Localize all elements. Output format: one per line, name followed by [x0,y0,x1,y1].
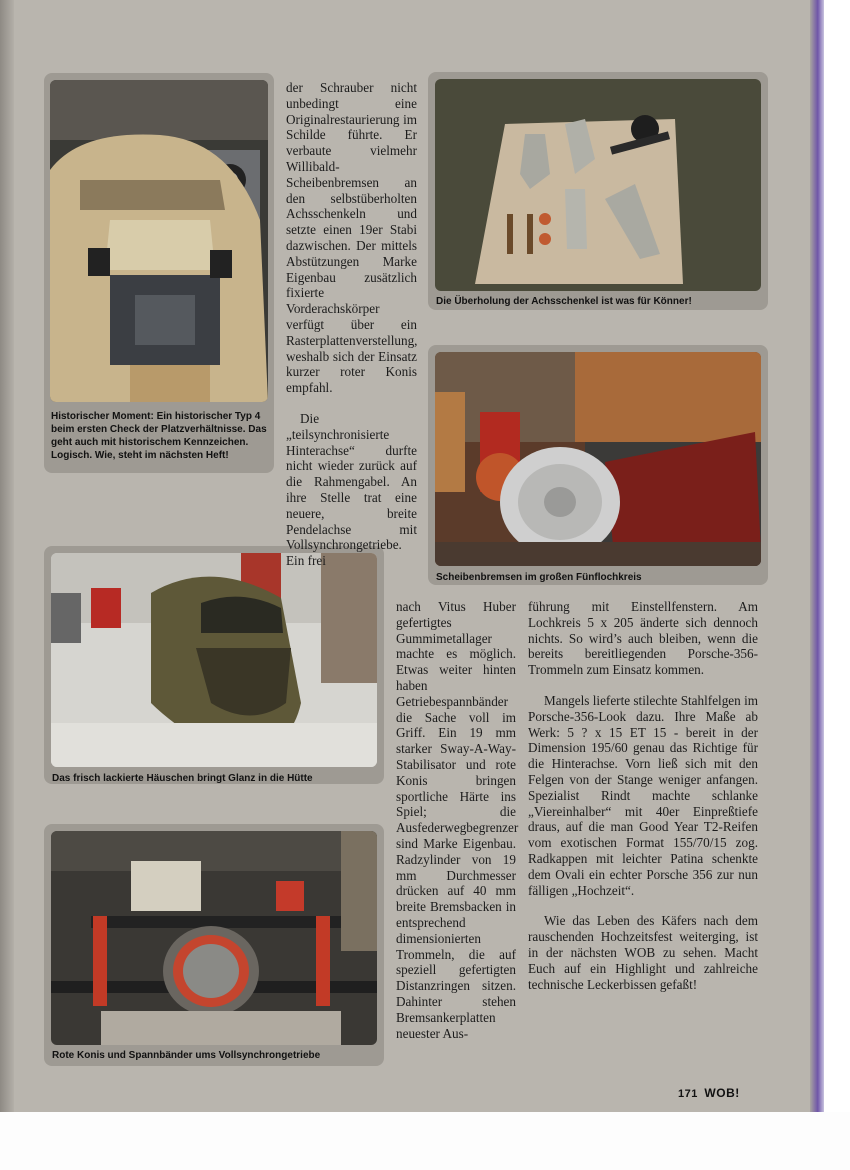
page-edge-left [0,0,14,1112]
photo-body [51,553,377,767]
caption-brakes: Scheibenbremsen im großen Fünflochkreis [436,572,642,583]
column3-paragraph-1: führung mit Einstellfenstern. Am Lochkreis 5 x 205 änderte sich dennoch nichts. So wird’s auch bleiben, wenn die bereits bereitliegenden Porsche-356-Trommeln zum Einsatz kommen. [528,599,758,678]
column2-paragraph: nach Vitus Huber gefertigtes Gummimetallager machte es möglich. Etwas weiter hinten haben Getriebespannbänder die Sache voll im Griff. Ein 19 mm starker Sway-A-Way-Stabilisator und rote Konis bringen sportliche Härte ins Spiel; die Ausfederwegbegrenzer sind Marke Eigenbau. Radzylinder von 19 mm Durchmesser drücken auf 40 mm breite Bremsbacken in entsprechend dimensionierten Trommeln, die auf speziell gefertigten Distanzringen sitzen. Dahinter stehen Bremsankerplatten neuester Aus- [396,599,519,1041]
page-number: 171 [678,1088,698,1100]
column1-paragraph-1: der Schrauber nicht unbedingt eine Originalrestaurierung im Schilde führte. Er verbaute vielmehr Willibald-Scheibenbremsen an den selbstüberholten Achsschenkeln und setzte einen 19er Stabi dazwischen. Der mittels Abstützungen Marke Eigenbau zusätzlich fixierte Vorderachskörper verfügt über ein Rasterplattenverstellung, weshalb sich der Einsatz kurzer roter Konis empfahl. [286,80,418,396]
photo-parts [435,79,761,291]
scan-margin [0,1112,850,1170]
text-column-2 [396,599,519,1041]
text-column-3 [528,599,758,992]
magazine-name: WOB! [704,1086,740,1100]
page-footer [678,1086,740,1100]
caption-parts: Die Überholung der Achsschenkel ist was für Könner! [436,296,692,307]
photo-engine [50,80,268,402]
column3-paragraph-3: Wie das Leben des Käfers nach dem rauschenden Hochzeitsfest weiterging, ist in der nächsten WOB zu sehen. Macht Euch auf ein Highlight und zahlreiche technische Leckerbissen gefaßt! [528,913,758,992]
photo-brakes [435,352,761,566]
column1-paragraph-2: Die „teilsynchronisierte Hinterachse“ durfte nicht wieder zurück auf die Rahmengabel. An ihre Stelle trat eine neuere, breite Pendelachse mit Vollsynchrongetriebe. Ein frei [286,410,417,569]
caption-body: Das frisch lackierte Häuschen bringt Glanz in die Hütte [52,773,313,784]
text-column-1 [286,80,417,569]
caption-engine: Historischer Moment: Ein historischer Typ 4 beim ersten Check der Platzverhältnisse. Das geht auch mit historischem Kennzeichen. Logisch. Wie, steht im nächsten Heft! [51,411,267,461]
page-edge-right [810,0,824,1112]
photo-chassis [51,831,377,1045]
caption-chassis: Rote Konis und Spannbänder ums Vollsynchrongetriebe [52,1050,321,1061]
column3-paragraph-2: Mangels lieferte stilechte Stahlfelgen im Porsche-356-Look dazu. Ihre Maße ab Werk: 5 ? x 15 ET 15 - bereit in der Dimension 195/60 genau das Richtige für die Hinterachse. Vorn ließ sich mit den Felgen von der Stange weniger anfangen. Spezialist Rindt machte schlanke „Viereinhalber“ mit 40er Einpreßtiefe draus, auf die man Good Year T2-Reifen vom exotischen Format 155/70/15 zog. Radkappen mit leichter Patina schenkte dem Ovali ein echter Porsche 356 zur nun fälligen „Hochzeit“. [528,692,758,898]
